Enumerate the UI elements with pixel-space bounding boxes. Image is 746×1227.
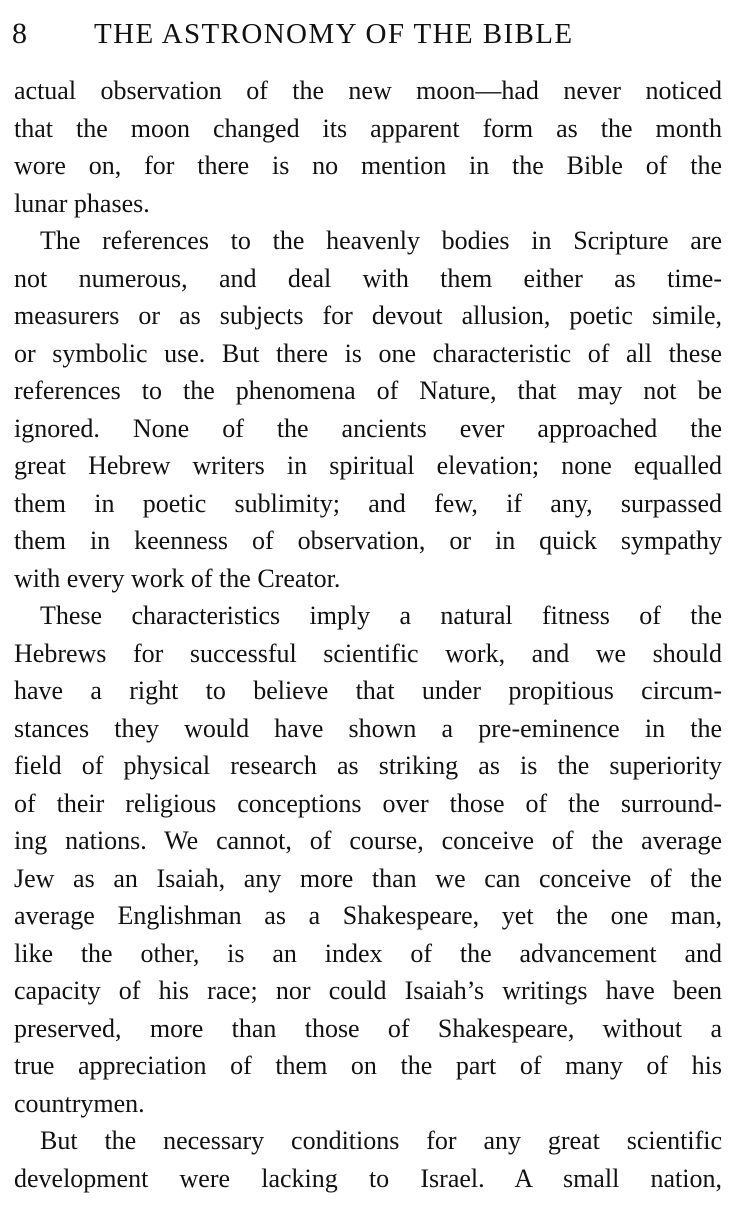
text-line: average Englishman as a Shakespeare, yet the one man, [14, 901, 722, 930]
text-line: wore on, for there is no mention in the Bible of the [14, 151, 722, 180]
text-line: or symbolic use. But there is one characteristic of all these [14, 338, 722, 368]
text-line: great Hebrew writers in spiritual elevation; none equalled [14, 451, 722, 480]
text-line: lunar phases. [14, 188, 150, 218]
text-line: Hebrews for successful scientific work, and we should [14, 638, 722, 668]
text-line: with every work of the Creator. [14, 563, 341, 593]
text-line: field of physical research as striking as is the superiority [14, 751, 722, 780]
text-line: ignored. None of the ancients ever approached the [14, 413, 722, 443]
text-line: countrymen. [14, 1088, 145, 1118]
text-line: references to the phenomena of Nature, that may not be [14, 376, 722, 405]
text-line: These characteristics imply a natural fitness of the [40, 601, 722, 630]
text-line: have a right to believe that under propitious circum- [14, 676, 722, 705]
text-line: measurers or as subjects for devout allusion, poetic simile, [14, 301, 722, 330]
text-line: that the moon changed its apparent form as the month [14, 113, 722, 143]
text-line: stances they would have shown a pre-eminence in the [14, 713, 722, 743]
running-head: THE ASTRONOMY OF THE BIBLE [94, 18, 574, 50]
text-line: development were lacking to Israel. A small nation, [14, 1163, 722, 1193]
text-line: them in poetic sublimity; and few, if any, surpassed [14, 488, 722, 518]
text-line: actual observation of the new moon—had never noticed [14, 76, 722, 105]
text-line: not numerous, and deal with them either as time- [14, 263, 722, 293]
text-line: of their religious conceptions over those of the surround- [14, 788, 722, 818]
text-line: them in keenness of observation, or in quick sympathy [14, 526, 722, 555]
page-header [12, 14, 724, 54]
text-line: ing nations. We cannot, of course, conceive of the average [14, 826, 722, 855]
text-line: preserved, more than those of Shakespeare, without a [14, 1013, 722, 1043]
text-line: capacity of his race; nor could Isaiah’s writings have been [14, 976, 722, 1005]
text-line: true appreciation of them on the part of many of his [14, 1051, 722, 1080]
text-line: Jew as an Isaiah, any more than we can conceive of the [14, 863, 722, 893]
text-line: The references to the heavenly bodies in Scripture are [40, 226, 722, 255]
text-line: But the necessary conditions for any great scientific [40, 1126, 722, 1155]
text-line: like the other, is an index of the advancement and [14, 938, 722, 968]
page-number: 8 [12, 17, 27, 50]
body-text [14, 72, 722, 1197]
